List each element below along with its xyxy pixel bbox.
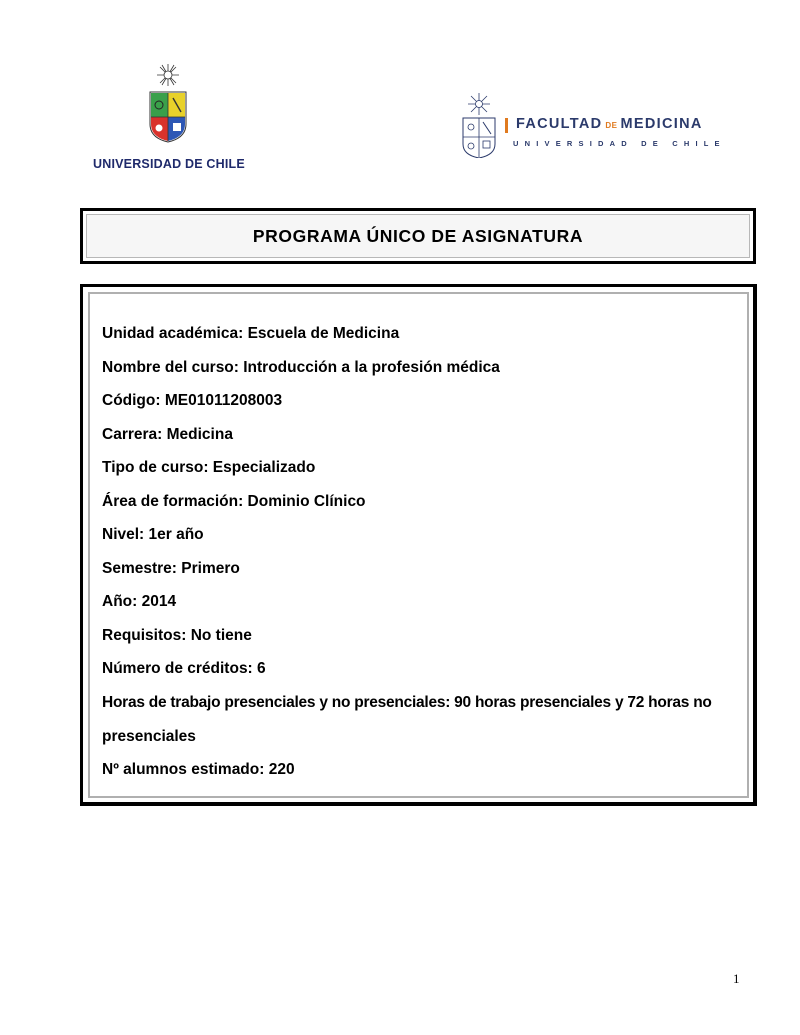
requisitos: Requisitos: No tiene bbox=[102, 627, 252, 644]
nivel: Nivel: 1er año bbox=[102, 526, 204, 543]
universidad-de-chile-crest-logo bbox=[140, 62, 196, 144]
facultad-de-medicina-crest-logo bbox=[459, 92, 499, 158]
facultad-de-medicina-wordmark bbox=[505, 116, 726, 148]
title-inner bbox=[86, 214, 750, 258]
wordmark-de: DE bbox=[605, 121, 618, 130]
unidad-academica: Unidad académica: Escuela de Medicina bbox=[102, 325, 400, 342]
wordmark-orange-bar bbox=[505, 118, 508, 133]
anio: Año: 2014 bbox=[102, 593, 177, 610]
wordmark-facultad: FACULTAD bbox=[516, 116, 603, 132]
tipo-de-curso: Tipo de curso: Especializado bbox=[102, 459, 316, 476]
area-de-formacion: Área de formación: Dominio Clínico bbox=[102, 493, 366, 510]
horas-de-trabajo: Horas de trabajo presenciales y no presenciales: 90 horas presenciales y 72 horas no bbox=[102, 694, 712, 711]
codigo: Código: ME01011208003 bbox=[102, 392, 283, 409]
horas-de-trabajo-continuation: presenciales bbox=[102, 728, 196, 745]
nombre-del-curso: Nombre del curso: Introducción a la profesión médica bbox=[102, 359, 500, 376]
wordmark-universidad: UNIVERSIDAD DE CHILE bbox=[513, 138, 726, 148]
university-label: UNIVERSIDAD DE CHILE bbox=[93, 157, 245, 171]
title-box bbox=[80, 208, 756, 264]
alumnos-estimado: Nº alumnos estimado: 220 bbox=[102, 761, 295, 778]
wordmark-medicina: MEDICINA bbox=[620, 116, 703, 132]
semestre: Semestre: Primero bbox=[102, 560, 240, 577]
page-number: 1 bbox=[733, 971, 740, 986]
carrera: Carrera: Medicina bbox=[102, 426, 233, 443]
document-title: PROGRAMA ÚNICO DE ASIGNATURA bbox=[252, 225, 584, 246]
numero-de-creditos: Número de créditos: 6 bbox=[102, 660, 266, 677]
